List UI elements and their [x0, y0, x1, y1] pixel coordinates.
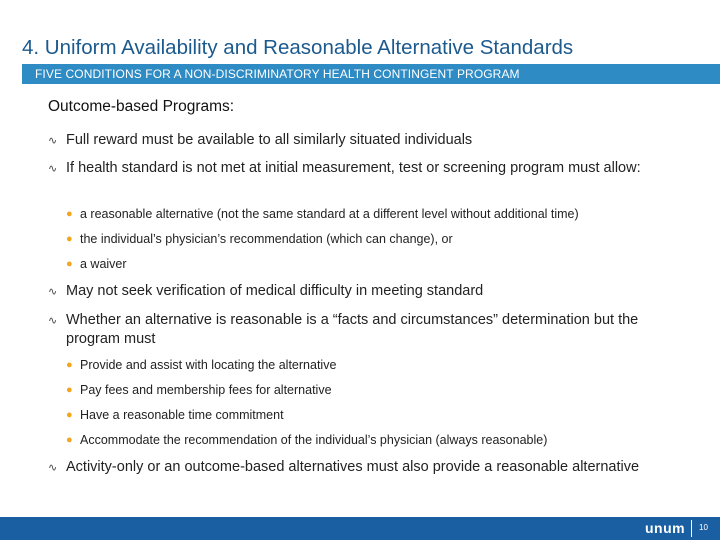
orange-dot-icon: ●: [66, 208, 73, 220]
bullet-item: Whether an alternative is reasonable is a “facts and circumstances” determination but the program must: [66, 312, 639, 347]
section-banner: [22, 64, 720, 84]
sub-bullet-item: a reasonable alternative (not the same standard at a different level without additional time): [80, 207, 579, 221]
wavy-bullet-icon: ∿: [48, 135, 58, 147]
slide-title: 4. Uniform Availability and Reasonable Alternative Standards: [22, 36, 574, 59]
section-heading: Outcome-based Programs:: [48, 98, 235, 115]
orange-dot-icon: ●: [66, 359, 73, 371]
banner-text: FIVE CONDITIONS FOR A NON-DISCRIMINATORY HEALTH CONTINGENT PROGRAM: [35, 67, 520, 81]
bullet-item: Activity-only or an outcome-based alternatives must also provide a reasonable alternative: [66, 459, 640, 475]
sub-bullet-item: the individual’s physician’s recommendation (which can change), or: [80, 232, 453, 246]
footer-bar: [0, 517, 720, 540]
orange-dot-icon: ●: [66, 258, 73, 270]
sub-bullet-item: Have a reasonable time commitment: [80, 408, 284, 422]
wavy-bullet-icon: ∿: [48, 315, 58, 327]
orange-dot-icon: ●: [66, 434, 73, 446]
bullet-item: Full reward must be available to all similarly situated individuals: [66, 132, 473, 148]
sub-bullet-item: Accommodate the recommendation of the individual’s physician (always reasonable): [80, 433, 548, 447]
orange-dot-icon: ●: [66, 409, 73, 421]
company-logo: unum: [645, 520, 686, 536]
bullet-item: If health standard is not met at initial measurement, test or screening program must allow:: [66, 160, 641, 176]
wavy-bullet-icon: ∿: [48, 462, 58, 474]
wavy-bullet-icon: ∿: [48, 286, 58, 298]
sub-bullet-item: Pay fees and membership fees for alternative: [80, 383, 332, 397]
page-number: 10: [699, 523, 708, 532]
orange-dot-icon: ●: [66, 233, 73, 245]
footer-divider: [691, 520, 692, 537]
orange-dot-icon: ●: [66, 384, 73, 396]
sub-bullet-item: a waiver: [80, 257, 127, 271]
wavy-bullet-icon: ∿: [48, 163, 58, 175]
bullet-item: May not seek verification of medical difficulty in meeting standard: [66, 283, 484, 299]
sub-bullet-item: Provide and assist with locating the alternative: [80, 358, 337, 372]
